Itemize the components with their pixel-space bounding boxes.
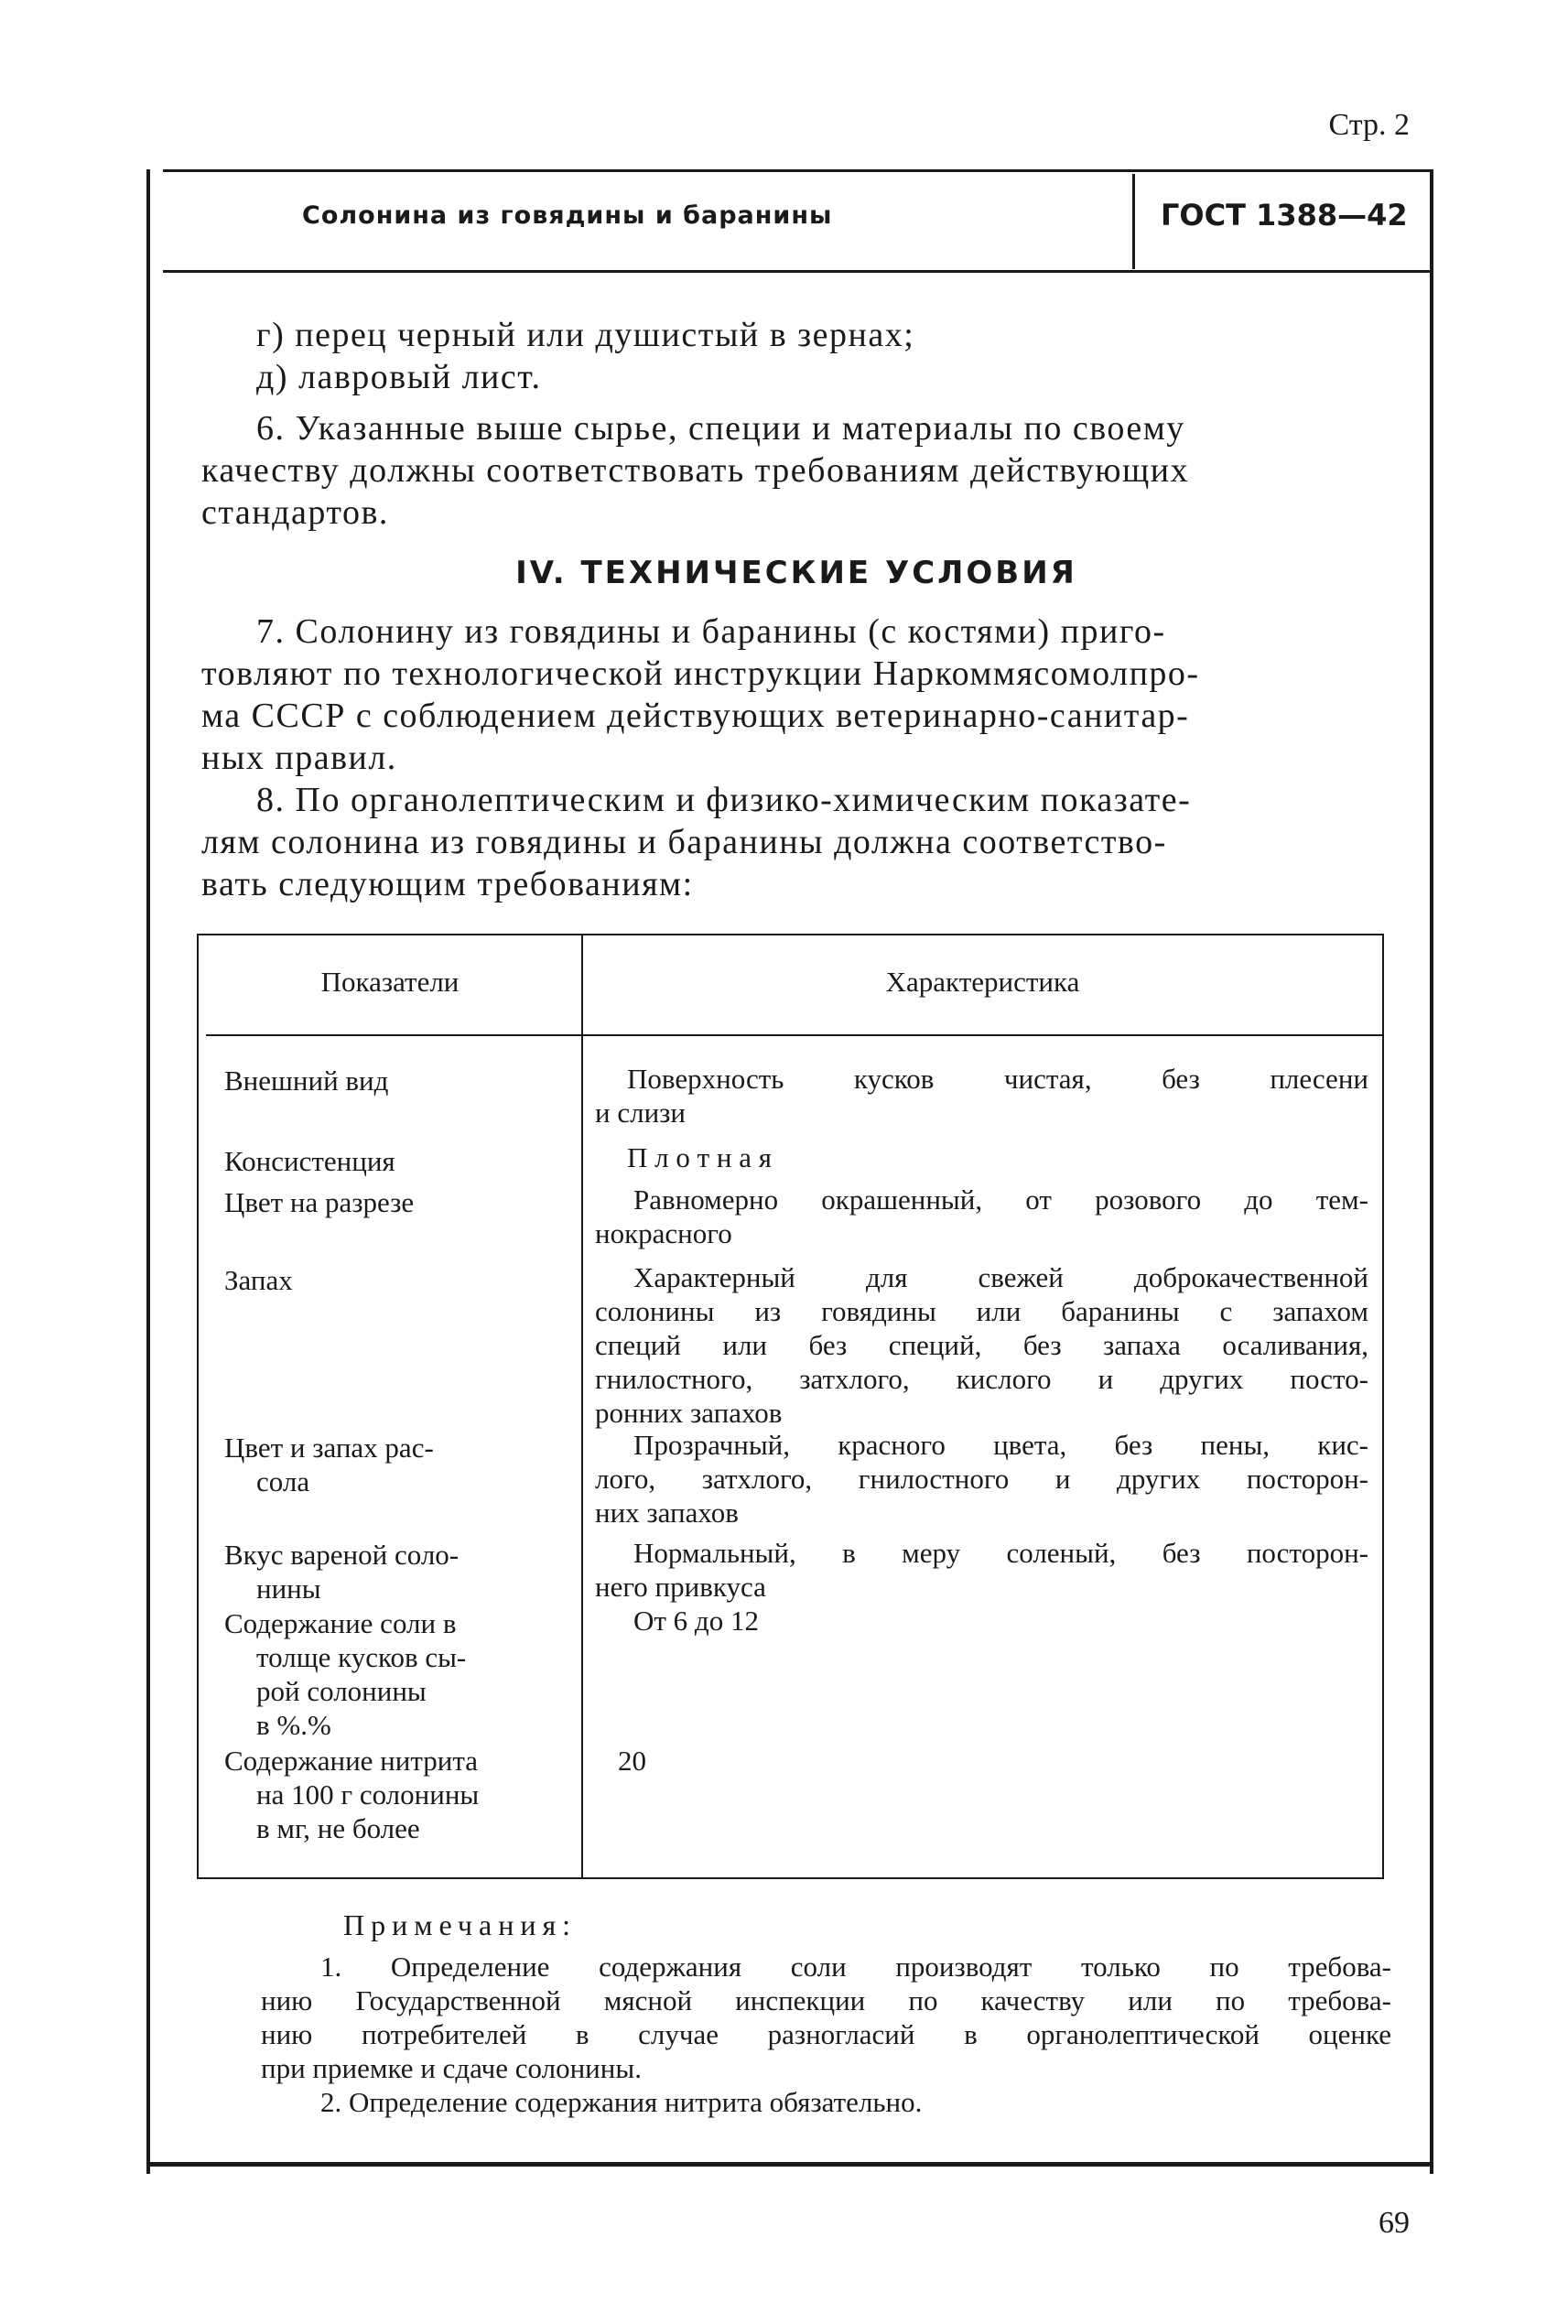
table-row-indicator: Вкус вареной соло- нины — [224, 1539, 460, 1605]
header-top-rule — [163, 169, 1433, 172]
table-row-characteristic: Равномерно окрашенный, от розового до тем- нокрасного — [595, 1184, 1368, 1249]
table-row-indicator: Цвет на разрезе — [224, 1186, 415, 1218]
table-row-indicator: Консистенция — [224, 1145, 395, 1177]
notes-title: Примечания: — [343, 1908, 578, 1941]
table-row-characteristic: 20 — [618, 1745, 646, 1777]
table-row-indicator: Запах — [224, 1264, 293, 1296]
page-label: Стр. 2 — [1328, 108, 1410, 142]
notes-section — [201, 1908, 1391, 2119]
table-row-characteristic: Поверхность кусков чистая, без плесени и слизи — [595, 1063, 1368, 1129]
document-title: Солонина из говядины и баранины — [302, 201, 833, 230]
table-row-characteristic: Нормальный, в меру соленый, без посторон- него привкуса — [595, 1537, 1368, 1603]
frame-right-border — [1430, 169, 1433, 2174]
table-row-indicator: Внешний вид — [224, 1065, 389, 1097]
header-bottom-rule — [163, 270, 1433, 273]
table-header-characteristic: Характеристика — [885, 966, 1080, 998]
table-header-indicators: Показатели — [320, 966, 460, 998]
frame-bottom-border — [146, 2162, 1433, 2167]
frame-left-border — [146, 169, 150, 2174]
table-bottom-rule — [197, 1877, 1384, 1879]
notes-body: 1. Определение содержания соли производят только по требова- нию Государственной мясной инспекции по качеству или по требова- нию потребителей в случае разногласий в органолептической оценке при приемке и сдаче солонины. 2. Определение содержания нитрита обязательно. — [261, 1951, 1391, 2118]
table-row-indicator: Содержание соли в толще кусков сы- рой солонины в %.% — [224, 1607, 467, 1741]
table-left-border — [197, 934, 199, 1877]
table-row-characteristic: Характерный для свежей доброкачественной солонины из говядины или баранины с запахом специй или без специй, без запаха осаливания, гнилостного, затхлого, кислого и других посто- ронних запахов — [595, 1261, 1368, 1429]
standard-code: ГОСТ 1388—42 — [1161, 198, 1408, 232]
table-row-characteristic: П л о т н а я — [627, 1141, 773, 1173]
body-text — [201, 314, 1391, 905]
list-item: г) перец черный или душистый в зернах; — [256, 316, 915, 354]
paragraph-6: 6. Указанные выше сырье, специи и материалы по своему качеству должны соответствовать требованиям действующих стандартов. — [201, 409, 1190, 532]
section-heading: IV. ТЕХНИЧЕСКИЕ УСЛОВИЯ — [515, 555, 1077, 591]
header-divider — [1132, 174, 1135, 269]
table-header-rule — [206, 1034, 1382, 1036]
paragraph-8: 8. По органолептическим и физико-химическим показате- лям солонина из говядины и баранины должна соответство- вать следующим требованиям: — [201, 781, 1192, 903]
table-top-rule — [197, 934, 1384, 935]
table-row-characteristic: От 6 до 12 — [633, 1605, 759, 1637]
table-row-indicator: Содержание нитрита на 100 г солонины в мг, не более — [224, 1745, 480, 1844]
table-row-indicator: Цвет и запах рас- сола — [224, 1432, 434, 1497]
table-row-characteristic: Прозрачный, красного цвета, без пены, кис- лого, затхлого, гнилостного и других посторон- них запахов — [595, 1429, 1368, 1529]
table-right-border — [1382, 934, 1384, 1877]
table-column-divider — [581, 934, 583, 1877]
footer-page-number: 69 — [1379, 2206, 1410, 2240]
paragraph-7: 7. Солонину из говядины и баранины (с костями) приго- товляют по технологической инструкции Наркоммясомолпро- ма СССР с соблюдением действующих ветеринарно-санитар- ных правил. — [201, 612, 1200, 777]
list-item: д) лавровый лист. — [256, 358, 542, 396]
